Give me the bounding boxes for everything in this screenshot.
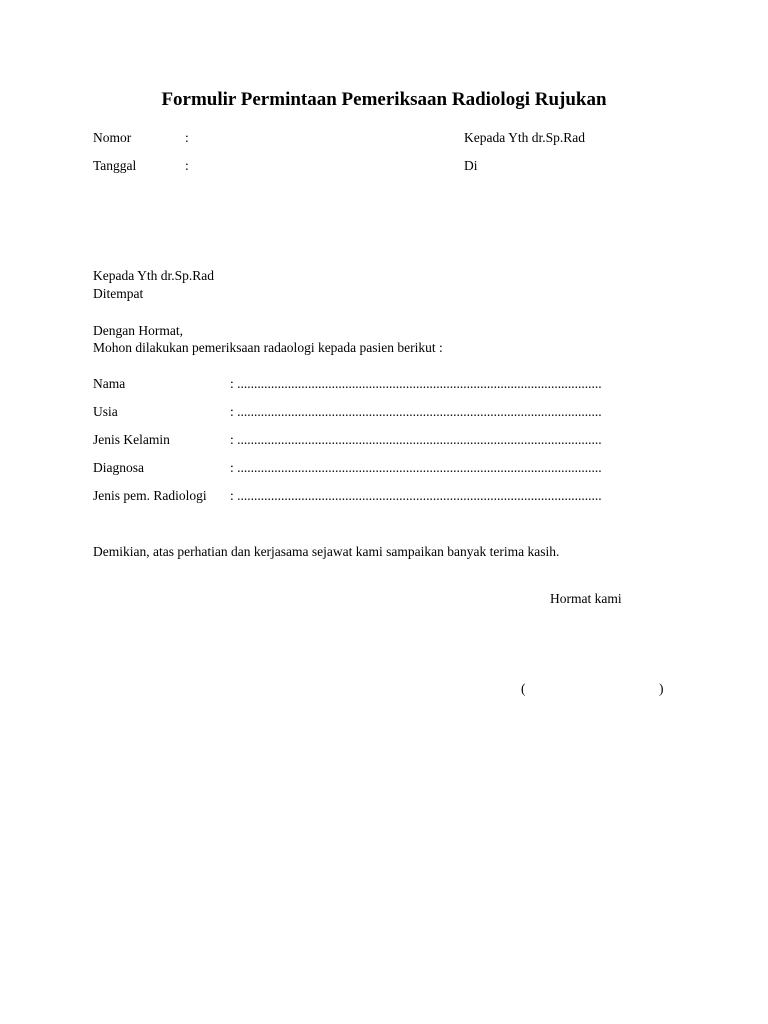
field-label-jenis-kelamin: Jenis Kelamin (93, 432, 170, 447)
signature-open-paren: ( (521, 681, 526, 696)
field-value-usia: : ............................................................................................................ (230, 404, 602, 419)
signature-label: Hormat kami (550, 591, 622, 606)
signature-close-paren: ) (659, 681, 664, 696)
field-label-diagnosa: Diagnosa (93, 460, 144, 475)
field-label-usia: Usia (93, 404, 118, 419)
document-title: Formulir Permintaan Pemeriksaan Radiologi Rujukan (161, 89, 607, 110)
header-recipient-line2: Di (464, 158, 478, 173)
salutation-line1: Dengan Hormat, (93, 323, 183, 338)
header-recipient-line1: Kepada Yth dr.Sp.Rad (464, 130, 585, 145)
tanggal-colon: : (185, 158, 189, 173)
field-value-jenis-pem-radiologi: : ............................................................................................................ (230, 488, 602, 503)
nomor-colon: : (185, 130, 189, 145)
address-line1: Kepada Yth dr.Sp.Rad (93, 268, 214, 283)
field-value-diagnosa: : ............................................................................................................ (230, 460, 602, 475)
field-value-jenis-kelamin: : ............................................................................................................ (230, 432, 602, 447)
field-label-nama: Nama (93, 376, 126, 391)
tanggal-label: Tanggal (93, 158, 137, 173)
address-line2: Ditempat (93, 286, 144, 301)
field-label-jenis-pem-radiologi: Jenis pem. Radiologi (93, 488, 207, 503)
closing-text: Demikian, atas perhatian dan kerjasama sejawat kami sampaikan banyak terima kasih. (93, 544, 560, 559)
field-value-nama: : ............................................................................................................ (230, 376, 602, 391)
nomor-label: Nomor (93, 130, 132, 145)
salutation-line2: Mohon dilakukan pemeriksaan radaologi kepada pasien berikut : (93, 340, 443, 355)
